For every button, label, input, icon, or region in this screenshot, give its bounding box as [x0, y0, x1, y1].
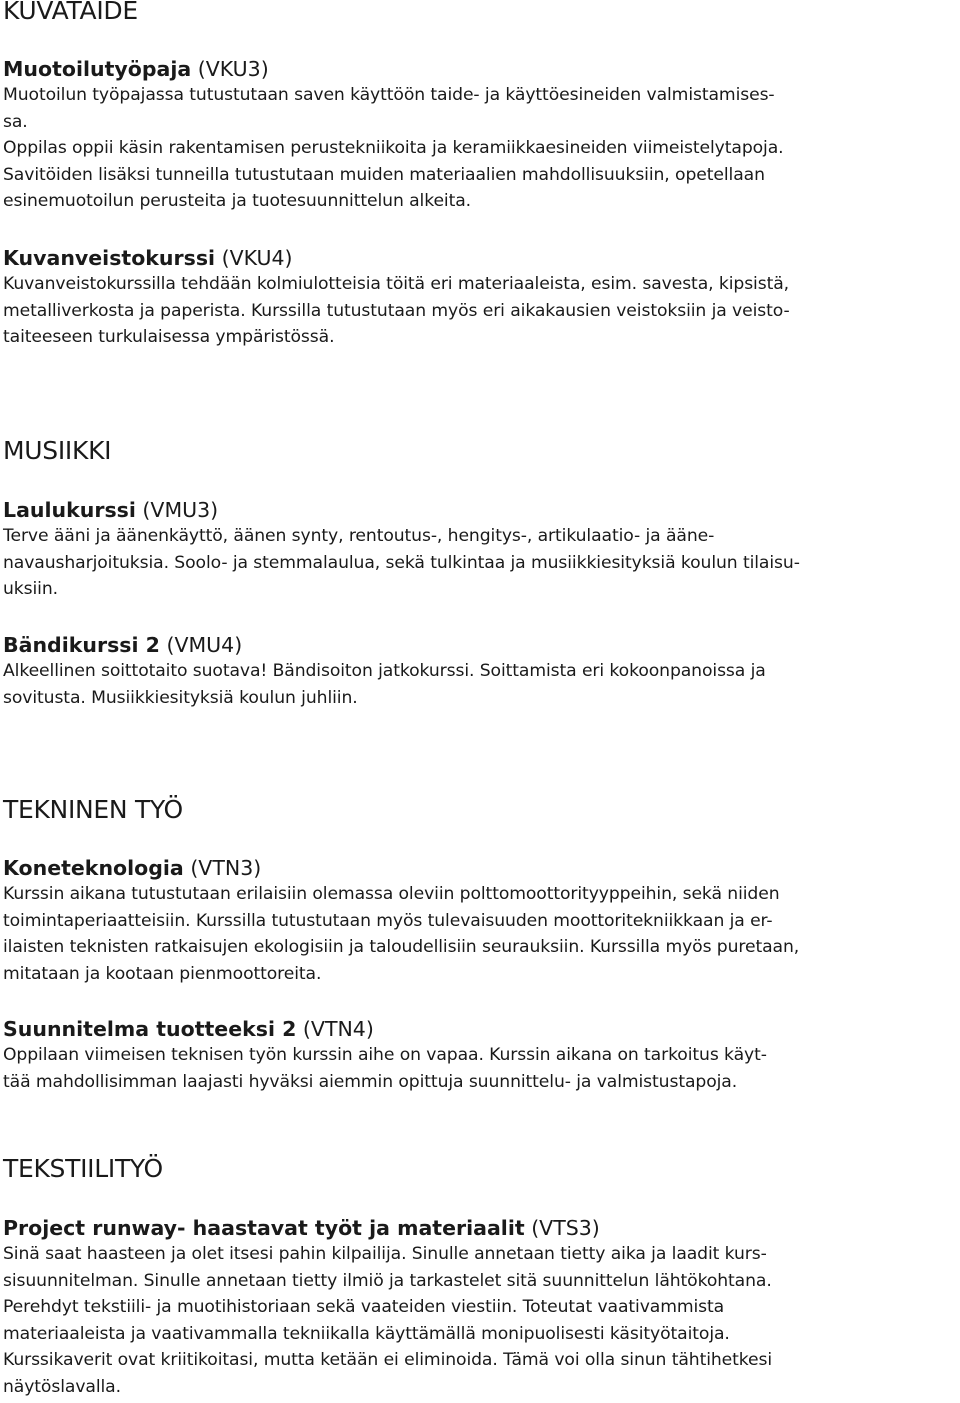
description-line: metalliverkosta ja paperista. Kurssilla tutustutaan myös eri aikakausien veistoksiin ja veisto-: [3, 300, 790, 321]
course-description: [3, 82, 784, 215]
description-line: Sinä saat haasteen ja olet itsesi pahin kilpailija. Sinulle annetaan tietty aika ja laadit kurs-: [3, 1244, 767, 1264]
course-bandikurssi-2: [3, 632, 766, 711]
course-muotoilutyopaja: [3, 56, 784, 215]
course-code: (VKU3): [197, 57, 269, 81]
description-line: Oppilas oppii käsin rakentamisen perustekniikoita ja keramiikkaesineiden viimeistelytapoja.: [3, 138, 784, 158]
description-line: taiteeseen turkulaisessa ympäristössä.: [3, 327, 335, 347]
course-laulukurssi: [3, 497, 800, 603]
course-title: [3, 245, 790, 271]
course-description: [3, 881, 799, 987]
description-line: mitataan ja kootaan pienmoottoreita.: [3, 963, 322, 984]
course-kuvanveistokurssi: [3, 245, 790, 351]
description-line: sa.: [3, 111, 28, 132]
description-line: uksiin.: [3, 579, 59, 599]
course-title: [3, 497, 800, 523]
course-description: [3, 1241, 772, 1400]
course-description: [3, 658, 766, 711]
course-name: Muotoilutyöpaja: [3, 57, 192, 81]
course-title: [3, 855, 799, 881]
course-name: Project runway- haastavat työt ja materiaalit: [3, 1216, 525, 1240]
course-code: (VTN4): [302, 1017, 374, 1041]
course-title: [3, 632, 766, 658]
course-code: (VTN3): [190, 856, 262, 880]
course-title: [3, 56, 784, 82]
description-line: sovitusta. Musiikkiesityksiä koulun juhliin.: [3, 687, 358, 708]
section-heading: KUVATAIDE: [3, 0, 138, 25]
description-line: Alkeellinen soittotaito suotava! Bändisoiton jatkokurssi. Soittamista eri kokoonpanoissa ja: [3, 661, 766, 681]
course-description: [3, 1042, 767, 1095]
description-line: Oppilaan viimeisen teknisen työn kurssin aihe on vapaa. Kurssin aikana on tarkoitus käyt-: [3, 1045, 767, 1065]
description-line: Kuvanveistokurssilla tehdään kolmiulotteisia töitä eri materiaaleista, esim. savesta, kipsistä,: [3, 274, 790, 294]
description-line: Kurssin aikana tutustutaan erilaisiin olemassa oleviin polttomoottorityyppeihin, sekä niiden: [3, 884, 780, 904]
course-title: [3, 1215, 772, 1241]
section-heading: MUSIIKKI: [3, 436, 112, 465]
course-name: Laulukurssi: [3, 498, 136, 522]
course-koneteknologia: [3, 855, 799, 987]
section-heading: TEKNINEN TYÖ: [3, 795, 183, 824]
course-code: (VTS3): [531, 1216, 600, 1240]
course-description: [3, 271, 790, 351]
description-line: Muotoilun työpajassa tutustutaan saven käyttöön taide- ja käyttöesineiden valmistamises-: [3, 85, 775, 105]
description-line: ilaisten teknisten ratkaisujen ekologisiin ja taloudellisiin seurauksiin. Kurssilla myös puretaan,: [3, 937, 800, 957]
description-line: toimintaperiaatteisiin. Kurssilla tutustutaan myös tulevaisuuden moottoritekniikkaan ja er-: [3, 910, 773, 931]
description-line: Kurssikaverit ovat kriitikoitasi, mutta ketään ei eliminoida. Tämä voi olla sinun tähtihetkesi: [3, 1350, 773, 1370]
course-code: (VKU4): [221, 246, 293, 270]
description-line: tää mahdollisimman laajasti hyväksi aiemmin opittuja suunnittelu- ja valmistustapoja.: [3, 1071, 738, 1092]
course-name: Bändikurssi 2: [3, 633, 160, 657]
course-name: Koneteknologia: [3, 856, 184, 880]
course-name: Suunnitelma tuotteeksi 2: [3, 1017, 297, 1041]
course-description: [3, 523, 800, 603]
description-line: Savitöiden lisäksi tunneilla tutustutaan muiden materiaalien mahdollisuuksiin, opetellaan: [3, 164, 765, 185]
description-line: esinemuotoilun perusteita ja tuotesuunnittelun alkeita.: [3, 191, 472, 211]
description-line: näytöslavalla.: [3, 1376, 121, 1397]
course-code: (VMU3): [142, 498, 219, 522]
course-suunnitelma-tuotteeksi-2: [3, 1016, 767, 1095]
description-line: Terve ääni ja äänenkäyttö, äänen synty, rentoutus-, hengitys-, artikulaatio- ja ääne-: [3, 526, 715, 546]
section-heading: TEKSTIILITYÖ: [3, 1154, 163, 1183]
description-line: navausharjoituksia. Soolo- ja stemmalaulua, sekä tulkintaa ja musiikkiesityksiä koulun tilaisu-: [3, 552, 800, 573]
course-name: Kuvanveistokurssi: [3, 246, 216, 270]
description-line: sisuunnitelman. Sinulle annetaan tietty ilmiö ja tarkastelet sitä suunnittelun lähtökohtana.: [3, 1270, 772, 1291]
course-project-runway: [3, 1215, 772, 1400]
description-line: materiaaleista ja vaativammalla tekniikalla käyttämällä monipuolisesti käsityötaitoja.: [3, 1323, 730, 1344]
course-title: [3, 1016, 767, 1042]
course-code: (VMU4): [166, 633, 243, 657]
description-line: Perehdyt tekstiili- ja muotihistoriaan sekä vaateiden viestiin. Toteutat vaativammista: [3, 1297, 725, 1317]
